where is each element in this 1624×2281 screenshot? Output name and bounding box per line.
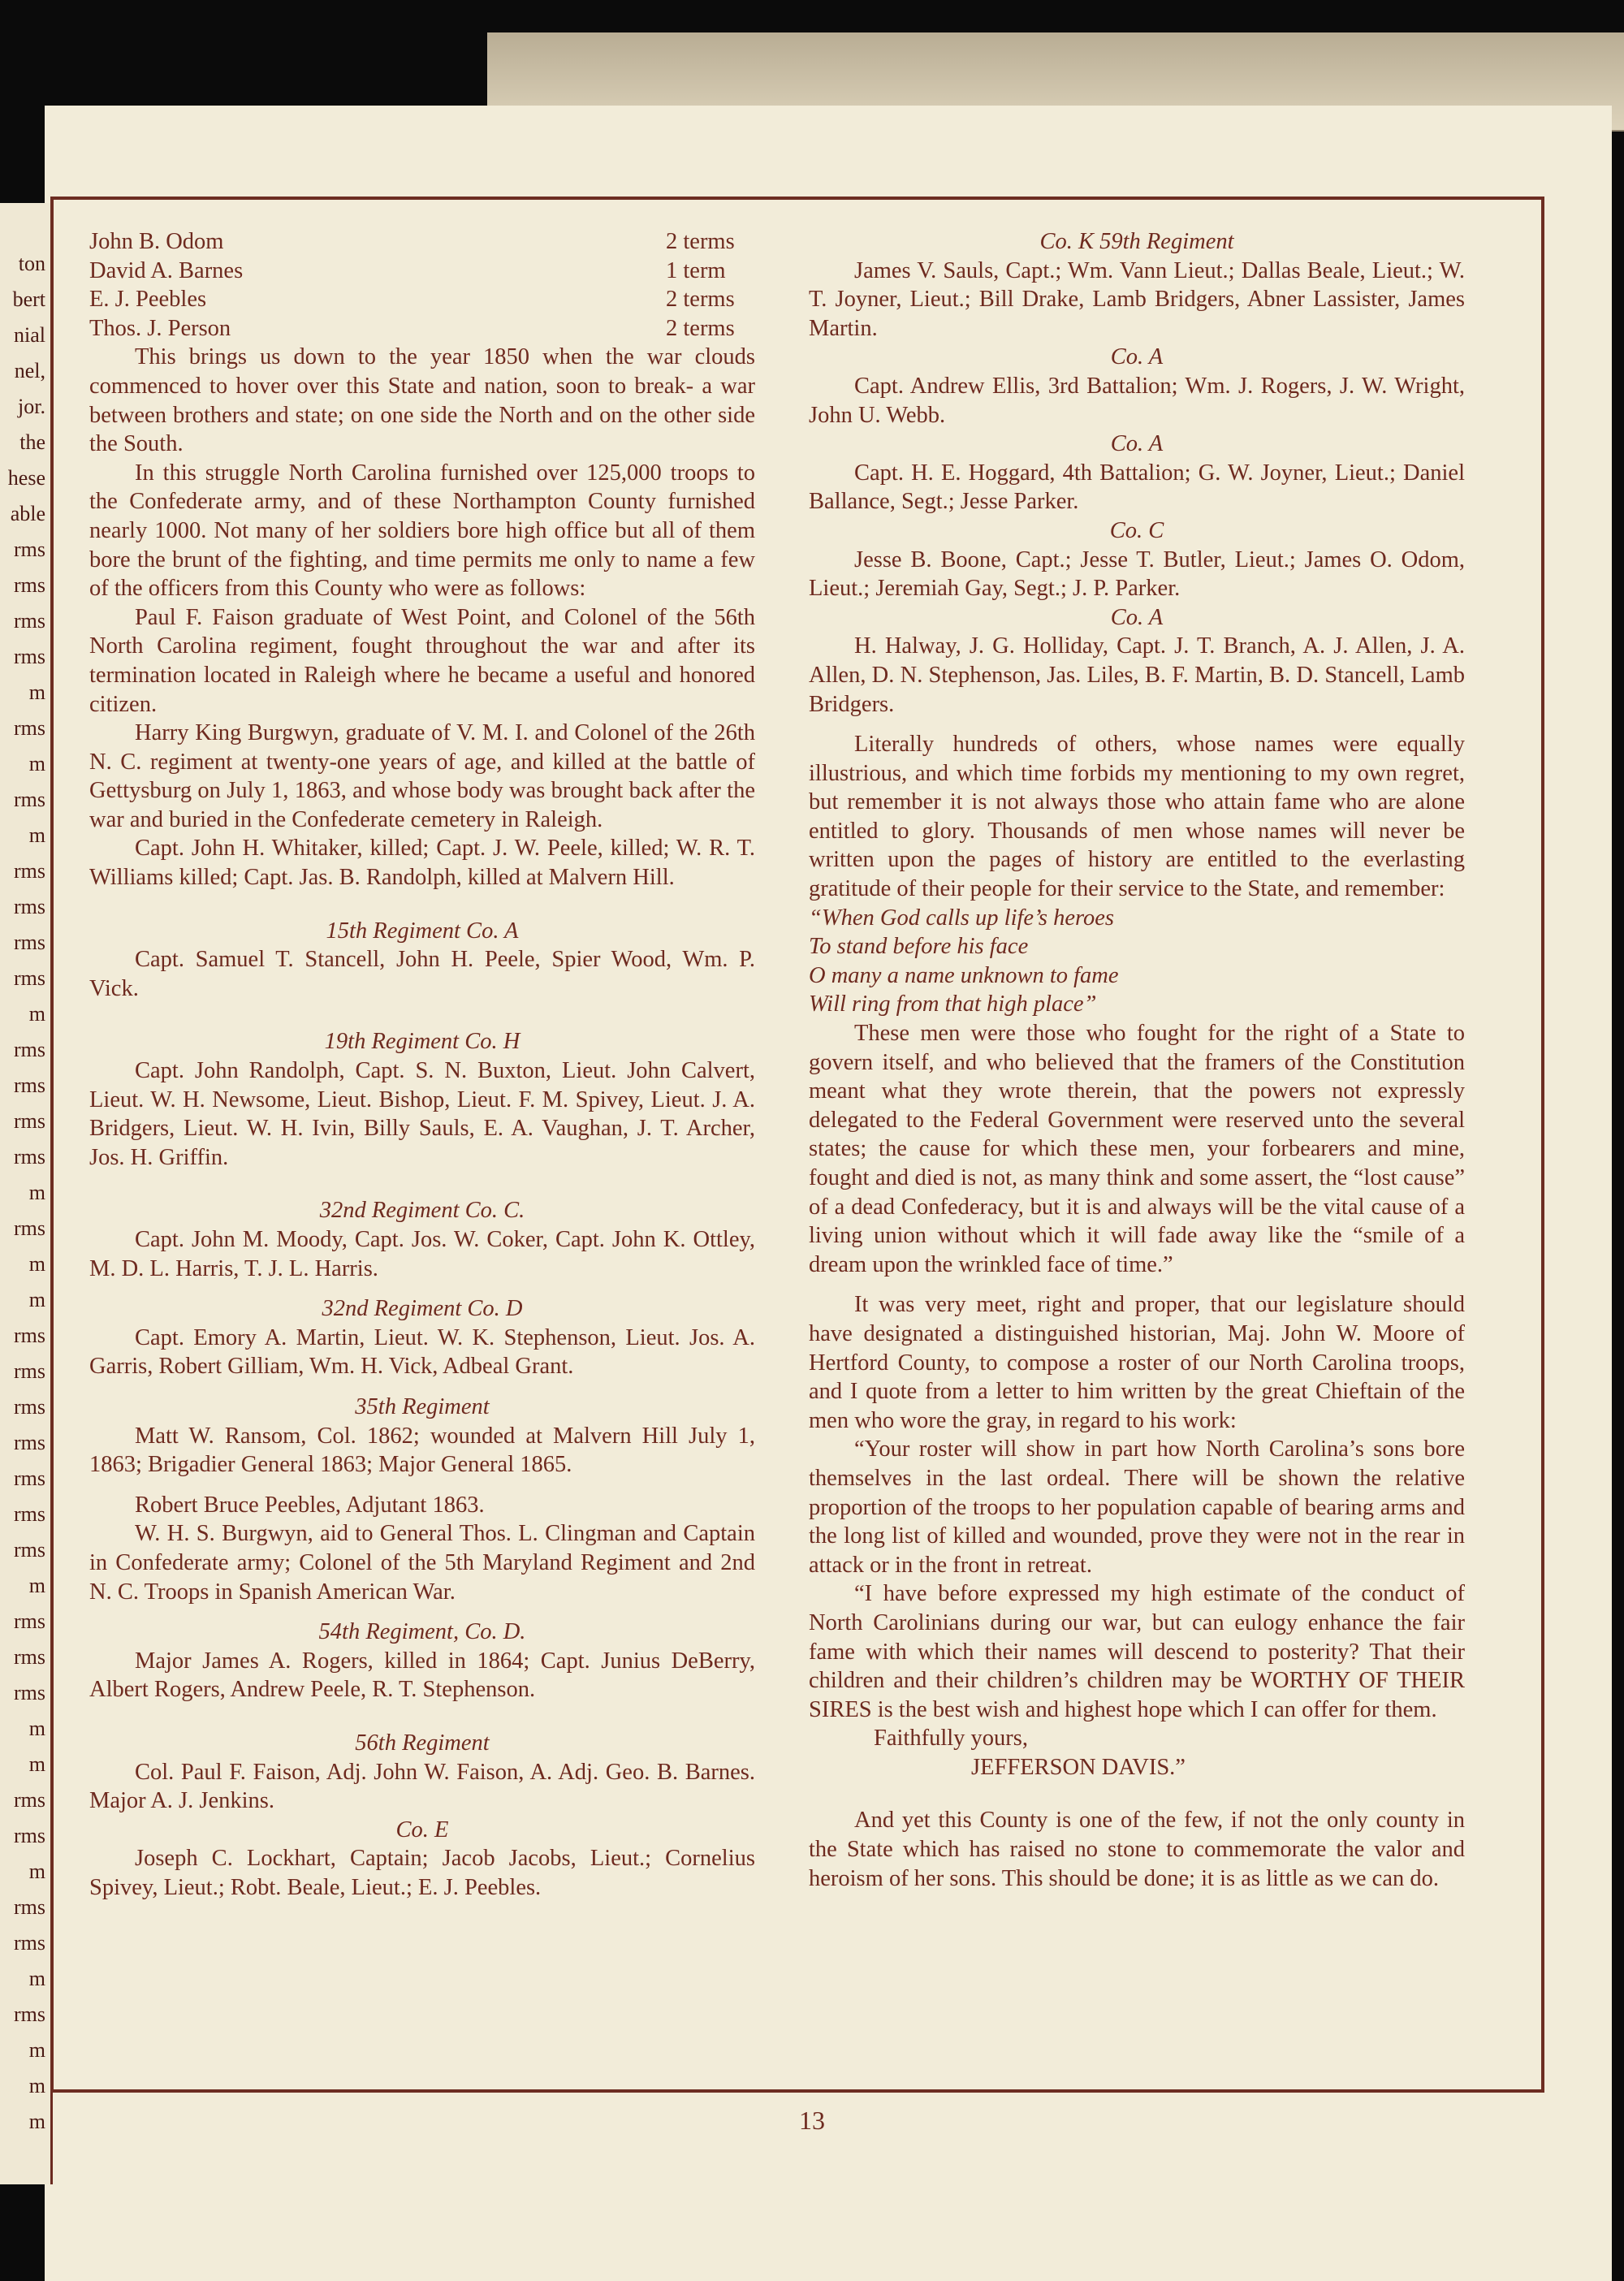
previous-page-fragment: m: [28, 823, 45, 847]
previous-page-fragment: rms: [14, 1074, 45, 1097]
section-heading: 56th Regiment: [355, 1730, 490, 1756]
paragraph: Harry King Burgwyn, graduate of V. M. I. and Colonel of the 26th N. C. regiment at twenty-one years of age, and killed at the battle of Gettysburg on July 1, 1863, and whose body was brought back after the war and buried in the Confederate cemetery in Raleigh.: [89, 720, 755, 832]
previous-page-fragment: rms: [14, 1395, 45, 1419]
quote-line: “When God calls up life’s heroes: [809, 905, 1115, 931]
term-row: Thos. J. Person 2 terms: [89, 315, 735, 341]
previous-page-fragment: hese: [7, 466, 45, 490]
section-heading: Co. A: [1110, 604, 1164, 630]
paragraph: And yet this County is one of the few, if not the only county in the State which has raised no stone to commemorate the valor and heroism of her sons. This should be done; it is as little as we can do.: [809, 1808, 1465, 1891]
previous-page-fragment: rms: [14, 1609, 45, 1633]
previous-page-fragment: rms: [14, 1931, 45, 1955]
quote-line: To stand before his face: [809, 934, 1029, 960]
term-list: [89, 227, 755, 343]
previous-page-fragment: m: [28, 680, 45, 704]
roster-text: Capt. John Randolph, Capt. S. N. Buxton, Lieut. John Calvert, Lieut. W. H. Newsome, Lieut. Bishop, Lieut. F. M. Spivey, Lieut. J. A. Bridgers, Lieut. W. H. Ivin, Billy Sauls, E. A. Vaughan, J. T. Archer, Jos. H. Griffin.: [89, 1058, 755, 1170]
paragraph: In this struggle North Carolina furnished over 125,000 troops to the Confederate army, and of these Northampton County furnished nearly 1000. Not many of her soldiers bore high office but all of them bore the brunt of the fighting, and time permits me only to name a few of the officers from this County who were as follows:: [89, 460, 755, 602]
previous-page-fragment: rms: [14, 1645, 45, 1669]
roster-text: Col. Paul F. Faison, Adj. John W. Faison, A. Adj. Geo. B. Barnes. Major A. J. Jenkins.: [89, 1759, 755, 1814]
section-heading: 19th Regiment Co. H: [324, 1029, 520, 1055]
previous-page-fragment: rms: [14, 1824, 45, 1847]
previous-page-fragment: rms: [14, 966, 45, 990]
previous-page-fragment: rms: [14, 788, 45, 811]
paragraph: It was very meet, right and proper, that our legislature should have designated a distinguished historian, Maj. John W. Moore of Hertford County, to compose a roster of our North Carolina troops, and I quote from a letter to him written by the great Chieftain of the men who wore the gray, in regard to his work:: [809, 1292, 1465, 1433]
roster-text: Robert Bruce Peebles, Adjutant 1863.: [135, 1492, 485, 1518]
term-row: John B. Odom 2 terms: [89, 229, 735, 254]
previous-page-fragment: rms: [14, 895, 45, 918]
roster-text: Major James A. Rogers, killed in 1864; Capt. Junius DeBerry, Albert Rogers, Andrew Peele, R. T. Stephenson.: [89, 1648, 755, 1703]
previous-page-fragment: rms: [14, 1216, 45, 1240]
poem-quote: [809, 904, 1465, 1019]
previous-page-fragment: rms: [14, 1109, 45, 1133]
previous-page-fragment: rms: [14, 645, 45, 668]
paragraph: “I have before expressed my high estimate of the conduct of North Carolinians during our war, but can eulogy enhance the fair fame with which their names will descend to posterity? That their children and their children’s children may be WORTHY OF THEIR SIRES is the best wish and highest hope which I can offer for them.: [809, 1581, 1465, 1722]
term-row: David A. Barnes 1 term: [89, 257, 726, 283]
previous-page-fragment: jor.: [18, 395, 45, 418]
previous-page-fragment: the: [19, 430, 45, 454]
letter-signoff: Faithfully yours,: [874, 1726, 1028, 1752]
roster-text: Capt. Emory A. Martin, Lieut. W. K. Stephenson, Lieut. Jos. A. Garris, Robert Gilliam, Wm. H. Vick, Adbeal Grant.: [89, 1324, 755, 1380]
roster-text: Capt. Andrew Ellis, 3rd Battalion; Wm. J. Rogers, J. W. Wright, John U. Webb.: [809, 373, 1465, 428]
paragraph: Capt. John H. Whitaker, killed; Capt. J. W. Peele, killed; W. R. T. Williams killed; Capt. Jas. B. Randolph, killed at Malvern Hill.: [89, 836, 755, 891]
quote-line: Will ring from that high place”: [809, 991, 1097, 1017]
previous-page-fragment: rms: [14, 1145, 45, 1169]
previous-page-fragment: rms: [14, 1324, 45, 1347]
previous-page-fragment: m: [28, 1860, 45, 1883]
previous-page-fragment: m: [28, 1181, 45, 1204]
previous-page-fragment: rms: [14, 1359, 45, 1383]
previous-page-fragment: m: [28, 1717, 45, 1740]
previous-page-fragment: rms: [14, 573, 45, 597]
paragraph: These men were those who fought for the right of a State to govern itself, and who believed that the framers of the Constitution meant what they wrote therein, that the powers not expressly delegated to the Federal Government were reserved unto the several states; the cause for which these men, your forbearers and mine, fought and died is not, as many think and some assert, the “lost cause” of a dead Confederacy, but it is and always will be the vital cause of a living union without which it will fade away like the “smile of a dream upon the wrinkled face of time.”: [809, 1021, 1465, 1277]
previous-page-fragment: m: [28, 2110, 45, 2133]
previous-page-fragment: m: [28, 2074, 45, 2097]
letter-signature: JEFFERSON DAVIS.”: [971, 1754, 1186, 1780]
previous-page-fragment: rms: [14, 1038, 45, 1061]
previous-page-fragment: rms: [14, 1895, 45, 1919]
section-heading: 32nd Regiment Co. C.: [319, 1198, 525, 1224]
previous-page-fragment: rms: [14, 1788, 45, 1812]
previous-page-fragment: nial: [14, 323, 45, 347]
previous-page-fragment: rms: [14, 1431, 45, 1454]
page-number: 13: [799, 2106, 825, 2135]
previous-page-fragment: able: [10, 502, 45, 525]
roster-text: Jesse B. Boone, Capt.; Jesse T. Butler, Lieut.; James O. Odom, Lieut.; Jeremiah Gay, Segt.; J. P. Parker.: [809, 546, 1465, 602]
section-heading: 54th Regiment, Co. D.: [318, 1619, 526, 1645]
section-heading: Co. A: [1110, 344, 1164, 370]
paragraph: “Your roster will show in part how North Carolina’s sons bore themselves in the last ordeal. There will be shown the relative proportion of the troops to her population capable of bearing arms and the long list of killed and wounded, prove they were not in the rear in attack or in the front in retreat.: [809, 1436, 1465, 1578]
term-row: E. J. Peebles 2 terms: [89, 287, 735, 313]
paragraph: Literally hundreds of others, whose names were equally illustrious, and which time forbids my mentioning to my own regret, but remember it is not always those who attain fame who are alone entitled to glory. Thousands of men whose names will never be written upon the pages of history are entitled to the everlasting gratitude of their people for their service to the State, and remember:: [809, 732, 1465, 902]
paragraph: This brings us down to the year 1850 when the war clouds commenced to hover over this State and nation, soon to break- a war between brothers and state; on one side the North and on the other side the South.: [89, 344, 755, 457]
previous-page-fragment: rms: [14, 716, 45, 740]
previous-page-fragment: m: [28, 1752, 45, 1776]
roster-text: Capt. Samuel T. Stancell, John H. Peele, Spier Wood, Wm. P. Vick.: [89, 947, 755, 1001]
previous-page-fragment: m: [28, 1002, 45, 1026]
previous-page-edge: [0, 203, 53, 2184]
roster-text: Capt. H. E. Hoggard, 4th Battalion; G. W. Joyner, Lieut.; Daniel Ballance, Segt.; Jesse Parker.: [809, 460, 1465, 515]
previous-page-fragment: rms: [14, 609, 45, 633]
section-heading: Co. K 59th Regiment: [1039, 229, 1234, 254]
previous-page-fragment: ton: [18, 252, 45, 275]
previous-page-fragment: m: [28, 1967, 45, 1990]
previous-page-fragment: rms: [14, 2002, 45, 2026]
previous-page-fragment: rms: [14, 1502, 45, 1526]
previous-page-fragment: rms: [14, 1467, 45, 1490]
previous-page-fragment: m: [28, 1252, 45, 1276]
section-heading: Co. E: [395, 1817, 449, 1843]
section-heading: Co. C: [1109, 517, 1164, 543]
previous-page-fragment: m: [28, 1574, 45, 1597]
paragraph: Paul F. Faison graduate of West Point, and Colonel of the 56th North Carolina regiment, fought throughout the war and after its termination located in Raleigh where he became a useful and honored citizen.: [89, 604, 755, 717]
previous-page-fragment: m: [28, 2038, 45, 2062]
previous-page-fragment: rms: [14, 1538, 45, 1562]
roster-text: Joseph C. Lockhart, Captain; Jacob Jacobs, Lieut.; Cornelius Spivey, Lieut.; Robt. Beale, Lieut.; E. J. Peebles.: [89, 1846, 755, 1900]
section-heading: 32nd Regiment Co. D: [322, 1296, 523, 1322]
previous-page-fragment: rms: [14, 1681, 45, 1704]
previous-page-fragment: rms: [14, 931, 45, 954]
section-heading: Co. A: [1110, 431, 1164, 457]
roster-text: Capt. John M. Moody, Capt. Jos. W. Coker, Capt. John K. Ottley, M. D. L. Harris, T. J. L. Harris.: [89, 1227, 755, 1281]
roster-text: W. H. S. Burgwyn, aid to General Thos. L. Clingman and Captain in Confederate army; Colonel of the 5th Maryland Regiment and 2nd N. C. Troops in Spanish American War.: [89, 1521, 755, 1605]
section-heading: 15th Regiment Co. A: [326, 918, 519, 944]
previous-page-fragment: rms: [14, 859, 45, 883]
previous-page-fragment: rms: [14, 538, 45, 561]
left-column: [89, 227, 755, 1902]
roster-text: H. Halway, J. G. Holliday, Capt. J. T. Branch, A. J. Allen, J. A. Allen, D. N. Stephenson, Jas. Liles, B. F. Martin, B. D. Stancell, Lamb Bridgers.: [809, 633, 1465, 717]
roster-text: James V. Sauls, Capt.; Wm. Vann Lieut.; Dallas Beale, Lieut.; W. T. Joyner, Lieut.; Bill Drake, Lamb Bridgers, Abner Lassister, James Martin.: [809, 257, 1465, 341]
section-heading: 35th Regiment: [355, 1393, 490, 1419]
previous-page-fragment: bert: [12, 287, 45, 311]
roster-text: Matt W. Ransom, Col. 1862; wounded at Malvern Hill July 1, 1863; Brigadier General 1863; Major General 1865.: [89, 1423, 755, 1478]
previous-page-fragment: m: [28, 1288, 45, 1311]
previous-page-fragment: nel,: [14, 359, 45, 382]
previous-page-fragment: m: [28, 752, 45, 775]
right-column: [809, 227, 1465, 1893]
quote-line: O many a name unknown to fame: [809, 962, 1119, 988]
